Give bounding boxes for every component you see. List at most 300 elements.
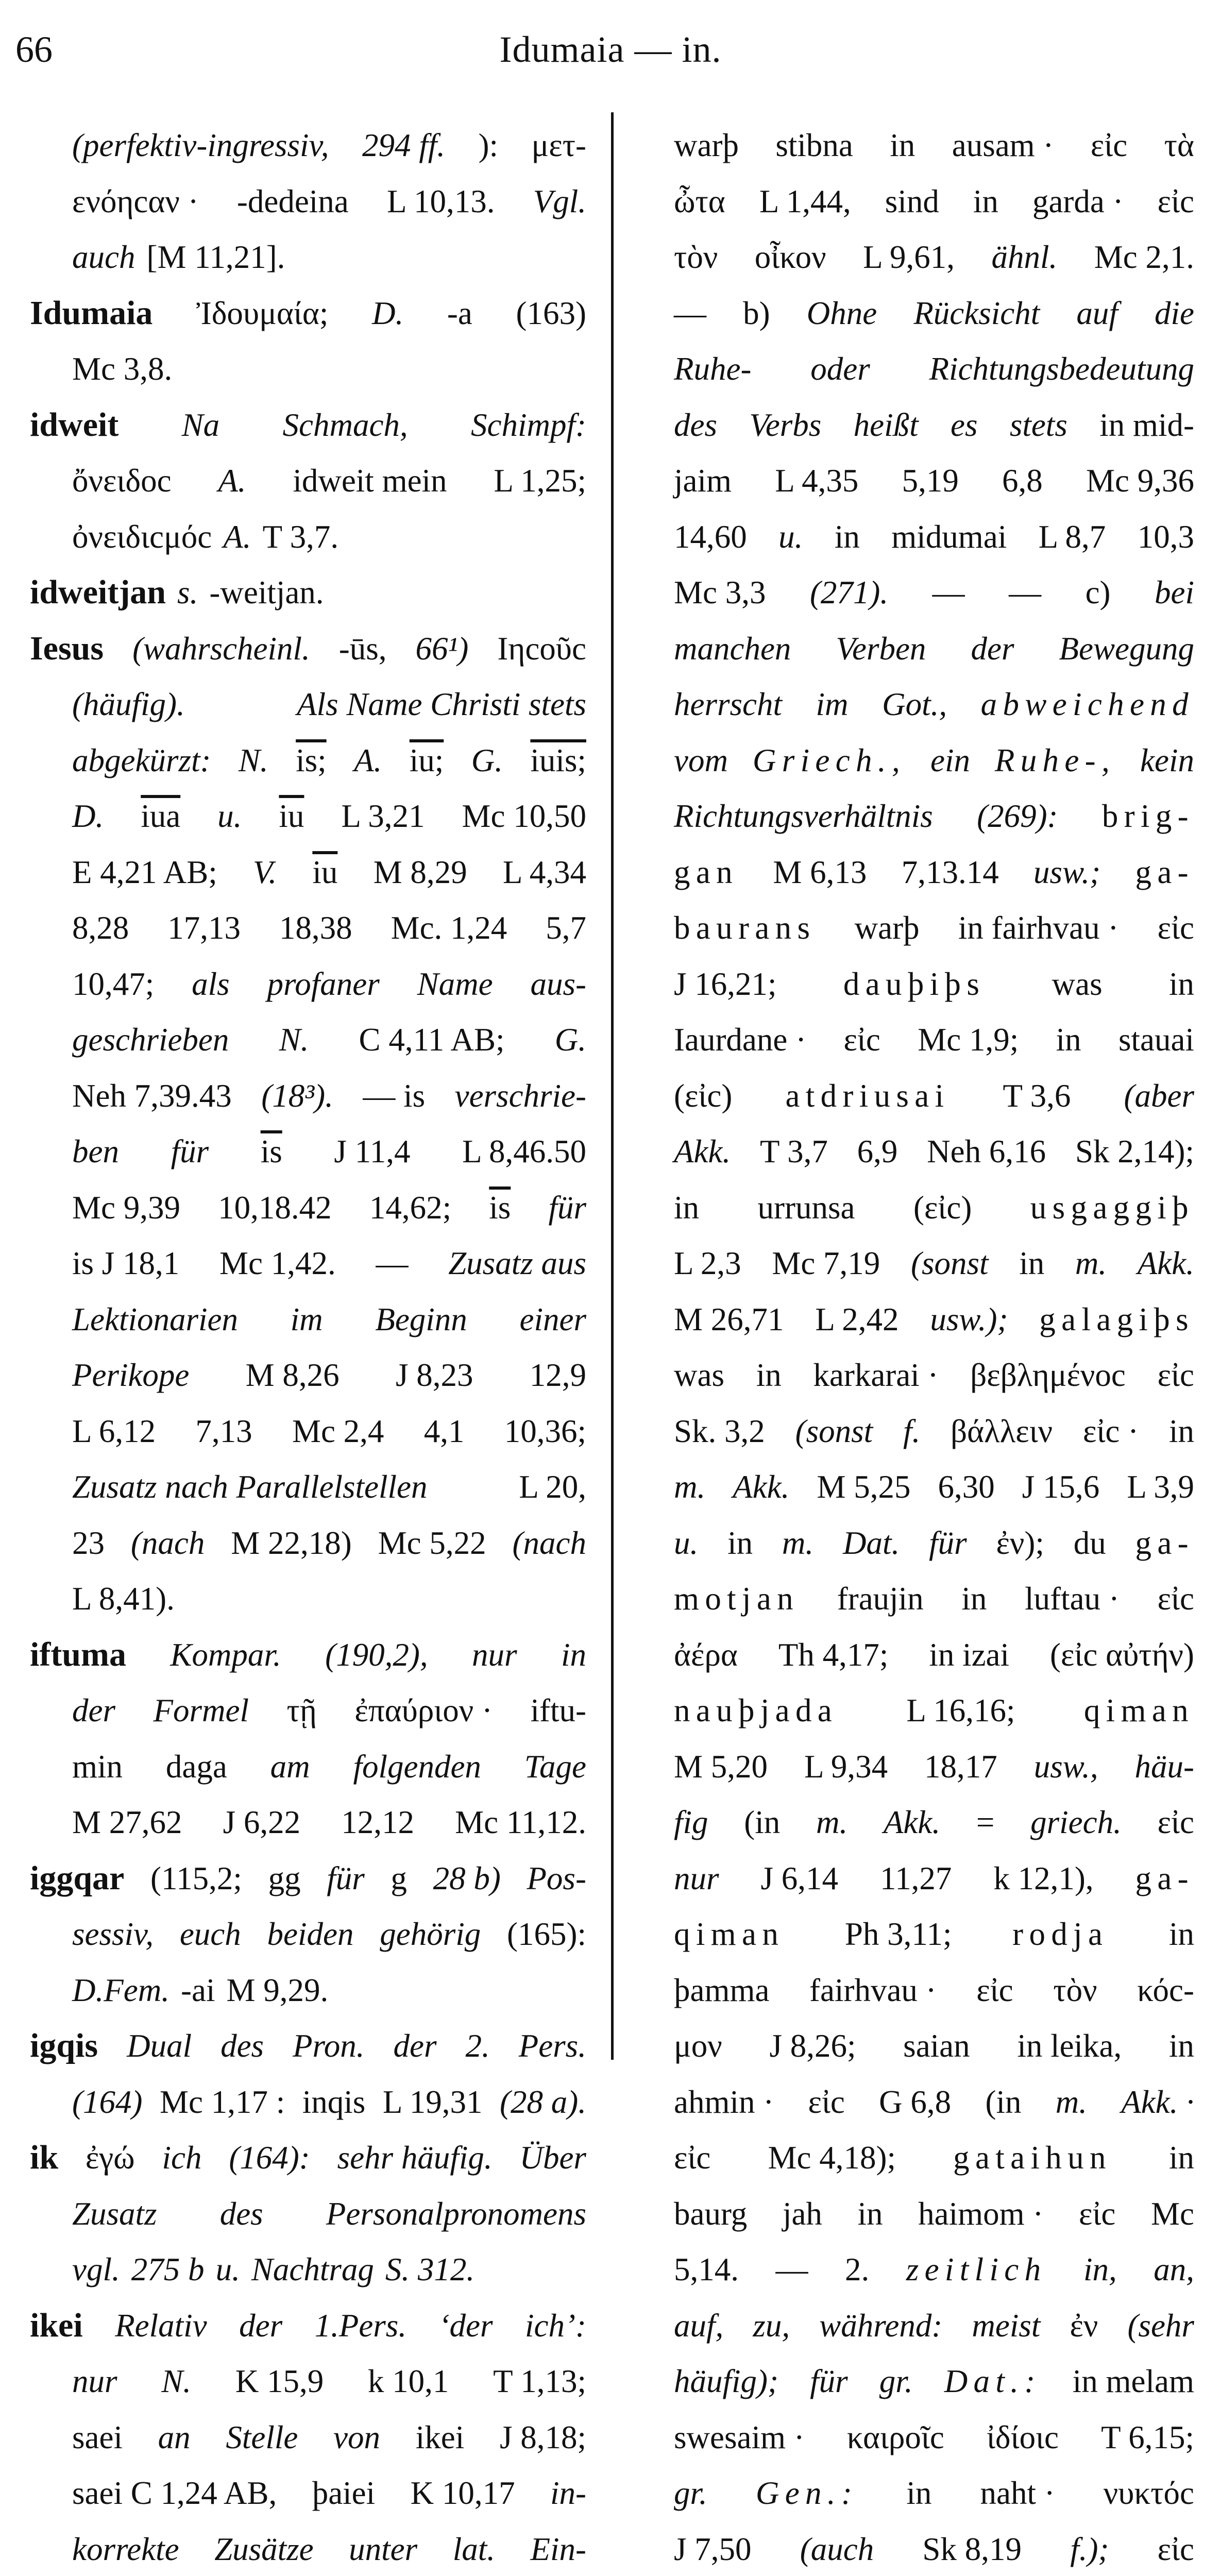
text-segment: verschrie-: [455, 1068, 586, 1124]
text-segment: Sk 8,19: [922, 2521, 1022, 2576]
text-line: [674, 2018, 1194, 2074]
text-segment: garda ·: [1032, 174, 1124, 230]
text-line: [674, 1794, 1194, 1851]
text-segment: saei: [72, 2410, 123, 2466]
text-segment: J 6,22: [223, 1794, 301, 1851]
text-segment: für: [171, 1124, 209, 1180]
text-line: [30, 1794, 586, 1851]
text-segment: T 6,15;: [1101, 2410, 1194, 2466]
text-segment: Stelle: [226, 2410, 298, 2466]
text-segment: A.: [223, 509, 251, 565]
text-segment: nur: [72, 2353, 117, 2410]
text-segment: die: [1155, 285, 1194, 342]
text-segment: εἰc ·: [1083, 1403, 1139, 1460]
text-segment: Ein-: [530, 2521, 586, 2576]
text-segment: in: [561, 1627, 586, 1683]
text-line: [674, 1403, 1194, 1460]
headword: ik: [30, 2130, 58, 2186]
text-segment: c): [1086, 565, 1111, 621]
text-segment: 23: [72, 1515, 105, 1571]
text-segment: Mc 2,4: [292, 1403, 384, 1460]
text-segment: haimom ·: [918, 2186, 1043, 2242]
headword: iggqar: [30, 1851, 124, 1907]
headword: iftuma: [30, 1627, 126, 1683]
text-segment: in melam: [1073, 2353, 1194, 2410]
text-segment: manchen: [674, 621, 791, 677]
text-segment: Tage: [524, 1739, 586, 1795]
text-segment: Bewegung: [1059, 621, 1194, 677]
text-segment: saian: [903, 2018, 970, 2074]
text-segment: an,: [1154, 2242, 1194, 2298]
text-segment: Vgl.: [533, 174, 586, 230]
text-segment: N.: [279, 1012, 309, 1068]
text-segment: in: [890, 117, 915, 174]
text-segment: stibna: [775, 117, 853, 174]
text-segment: bei: [1155, 565, 1194, 621]
text-segment: Dual: [127, 2018, 192, 2074]
text-line: [674, 565, 1194, 621]
text-segment: Pron.: [293, 2018, 364, 2074]
text-segment: midumai: [891, 509, 1007, 565]
text-segment: des: [674, 397, 717, 453]
text-segment: lat.: [453, 2521, 495, 2576]
text-line: [674, 1851, 1194, 1907]
text-segment: (18³).: [261, 1068, 333, 1124]
text-line: [674, 1068, 1194, 1124]
text-segment: Lektionarien: [72, 1292, 238, 1348]
text-segment: 18,17: [924, 1739, 997, 1795]
text-segment: Iaurdane ·: [674, 1012, 806, 1068]
text-segment: Zusatz: [72, 2186, 157, 2242]
text-segment: nauþjada: [674, 1683, 838, 1739]
text-segment: $\overline{is}$: [489, 1180, 511, 1236]
text-line: [30, 2465, 586, 2521]
text-segment: zu,: [753, 2298, 790, 2354]
text-segment: in: [1019, 1235, 1044, 1292]
text-segment: häu-: [1135, 1739, 1194, 1795]
text-segment: is;: [296, 733, 327, 789]
text-segment: in izai: [929, 1627, 1009, 1683]
text-segment: sind: [885, 174, 939, 230]
text-segment: 14,60: [674, 509, 747, 565]
text-segment: 18,38: [279, 900, 352, 956]
text-segment: ikei: [416, 2410, 464, 2466]
text-segment: M 9,29.: [227, 1962, 329, 2019]
text-segment: Perikope: [72, 1347, 189, 1403]
text-segment: in: [756, 1347, 782, 1403]
text-segment: J 6,14: [760, 1851, 838, 1907]
text-line: [30, 2074, 586, 2130]
text-segment: in: [1169, 2018, 1194, 2074]
text-segment: gan: [674, 844, 738, 901]
text-line: [674, 229, 1194, 285]
text-line: [674, 1459, 1194, 1515]
dictionary-entry-line: [30, 1627, 586, 1683]
text-segment: 7,13.14: [902, 844, 999, 901]
text-segment: βεβλημένοc: [970, 1347, 1126, 1403]
text-segment: in-: [550, 2465, 586, 2521]
text-segment: T 1,13;: [493, 2353, 586, 2410]
running-title: Idumaia — in.: [0, 28, 1221, 71]
text-segment: (269):: [977, 788, 1058, 844]
text-segment: (aber: [1124, 1068, 1194, 1124]
text-segment: sehr häufig.: [337, 2130, 493, 2186]
text-segment: Schimpf:: [471, 397, 586, 453]
text-segment: auch: [72, 229, 135, 285]
text-segment: Akk. ·: [1121, 2074, 1194, 2130]
text-segment: Mc 10,50: [462, 788, 586, 844]
text-segment: fairhvau ·: [809, 1962, 937, 2019]
text-segment: Pers.: [519, 2018, 586, 2074]
text-segment: νυκτόc: [1104, 2465, 1194, 2521]
text-segment: (auch: [800, 2521, 874, 2576]
text-segment: idweit mein: [293, 453, 447, 509]
text-line: [30, 1515, 586, 1571]
text-segment: fraujin: [837, 1571, 924, 1627]
text-segment: des: [221, 2018, 264, 2074]
text-line: [30, 2353, 586, 2410]
text-segment: als: [192, 956, 230, 1012]
text-segment: 12,9: [530, 1347, 586, 1403]
text-segment: ich: [162, 2130, 202, 2186]
text-segment: L 2,42: [815, 1292, 898, 1348]
text-segment: iuis;: [530, 733, 586, 789]
text-segment: Ἰδουμαία;: [196, 285, 328, 342]
text-segment: —: [776, 2242, 808, 2298]
text-segment: k 10,1: [368, 2353, 449, 2410]
text-segment: J 8,26;: [769, 2018, 856, 2074]
text-segment: folgenden: [353, 1739, 481, 1795]
text-segment: 5,14.: [674, 2242, 739, 2298]
text-segment: heißt: [854, 397, 919, 453]
text-line: [30, 1459, 586, 1515]
text-line: [674, 1012, 1194, 1068]
text-line: [674, 2410, 1194, 2466]
text-segment: u.: [674, 1515, 698, 1571]
text-segment: ähnl.: [991, 229, 1057, 285]
text-segment: (164):: [229, 2130, 310, 2186]
text-line: [30, 1571, 586, 1627]
text-segment: m.: [1056, 2074, 1087, 2130]
text-segment: Über: [519, 2130, 586, 2186]
text-line: [674, 1906, 1194, 1962]
text-line: [674, 2353, 1194, 2410]
text-segment: Mc 3,8.: [72, 341, 172, 397]
text-segment: L 3,21: [341, 788, 425, 844]
text-segment: naht ·: [980, 2465, 1055, 2521]
text-line: [674, 1739, 1194, 1795]
headword: ikei: [30, 2298, 83, 2354]
text-segment: nur: [674, 1851, 719, 1907]
text-segment: εἰc: [1158, 174, 1194, 230]
text-segment: häufig);: [674, 2353, 778, 2410]
text-segment: Beginn: [375, 1292, 467, 1348]
text-line: [30, 1403, 586, 1460]
text-line: [674, 285, 1194, 342]
text-segment: während:: [819, 2298, 942, 2354]
text-segment: 5,7: [546, 900, 586, 956]
text-segment: ὀνειδιcμόc: [72, 509, 212, 565]
text-segment: in: [1169, 1403, 1194, 1460]
text-segment: εἰc: [1158, 2521, 1194, 2576]
text-segment: in: [906, 2465, 931, 2521]
text-segment: (271).: [810, 565, 888, 621]
text-segment: ga-: [1135, 1851, 1194, 1907]
text-segment: Sk. 3,2: [674, 1403, 765, 1460]
text-segment: m.: [816, 1794, 847, 1851]
text-segment: der: [72, 1683, 115, 1739]
text-segment: τὸν: [1053, 1962, 1097, 2019]
text-segment: Na: [182, 397, 220, 453]
text-segment: -ai: [181, 1962, 215, 2019]
text-segment: (häufig).: [72, 676, 185, 733]
text-segment: M 6,13: [773, 844, 867, 901]
text-line: [674, 1627, 1194, 1683]
text-segment: ὄνειδοc: [72, 453, 172, 509]
text-segment: auf,: [674, 2298, 723, 2354]
text-segment: μον: [674, 2018, 722, 2074]
text-segment: iftu-: [530, 1683, 586, 1739]
text-segment: baurans: [674, 900, 816, 956]
text-line: [674, 2186, 1194, 2242]
text-segment: Neh 7,39.43: [72, 1068, 232, 1124]
text-segment: ἐπαύριον ·: [354, 1683, 493, 1739]
text-segment: ὦτα: [674, 174, 725, 230]
text-segment: ga-: [1135, 1515, 1194, 1571]
text-segment: profaner: [267, 956, 380, 1012]
text-segment: in: [1056, 1012, 1081, 1068]
text-segment: L 20,: [519, 1459, 586, 1515]
page-number: 66: [15, 28, 53, 71]
text-segment: 10,36;: [504, 1403, 586, 1460]
text-segment: iu;: [410, 733, 444, 789]
text-segment: zeitlich: [906, 2242, 1047, 2298]
text-segment: in: [1169, 2130, 1194, 2186]
text-segment: ἐν: [1070, 2298, 1098, 2354]
text-segment: L 1,25;: [494, 453, 586, 509]
text-segment: in fairhvau ·: [958, 900, 1118, 956]
text-line: [30, 1124, 586, 1180]
text-line: [674, 844, 1194, 901]
text-segment: L 8,7: [1039, 509, 1106, 565]
text-segment: Verben: [836, 621, 926, 677]
text-segment: T 3,6: [1003, 1068, 1071, 1124]
text-segment: Mc 1,42.: [219, 1235, 336, 1292]
text-line: [674, 2130, 1194, 2186]
text-segment: Akk.: [674, 1124, 731, 1180]
text-line: [30, 1068, 586, 1124]
text-line: [30, 844, 586, 901]
text-segment: warþ: [674, 117, 739, 174]
text-segment: (in: [744, 1794, 780, 1851]
text-line: [674, 1962, 1194, 2019]
text-segment: der: [393, 2018, 436, 2074]
text-segment: swesaim ·: [674, 2410, 805, 2466]
text-segment: 66¹): [416, 621, 469, 677]
text-segment: griech.: [1030, 1794, 1122, 1851]
text-line: [30, 1012, 586, 1068]
text-segment: N.: [161, 2353, 191, 2410]
text-segment: ενόηcαν ·: [72, 174, 199, 230]
text-segment: (sonst: [911, 1235, 989, 1292]
text-segment: gr.: [674, 2465, 707, 2521]
text-segment: Gen.:: [756, 2465, 858, 2521]
text-segment: Dat.:: [944, 2353, 1041, 2410]
text-segment: L 19,31: [383, 2074, 483, 2130]
text-line: [674, 1124, 1194, 1180]
text-line: [30, 453, 586, 509]
text-segment: J 8,18;: [500, 2410, 586, 2466]
text-segment: L 8,41).: [72, 1571, 175, 1627]
text-segment: in: [1169, 956, 1194, 1012]
text-line: [674, 1683, 1194, 1739]
text-line: [30, 229, 586, 285]
text-line: [674, 397, 1194, 453]
text-segment: 14,62;: [369, 1180, 451, 1236]
text-segment: 275 b: [131, 2242, 205, 2298]
text-segment: Mc 5,22: [378, 1515, 486, 1571]
text-segment: τὸν: [674, 229, 718, 285]
text-segment: inqis: [302, 2074, 366, 2130]
text-segment: μετ-: [531, 117, 586, 174]
text-segment: Akk.: [733, 1459, 789, 1515]
text-segment: G.: [555, 1012, 586, 1068]
text-segment: (εἰc αὐτήν): [1050, 1627, 1194, 1683]
text-segment: Sk 2,14);: [1075, 1124, 1194, 1180]
text-segment: jah: [783, 2186, 822, 2242]
text-segment: Mc 3,3: [674, 565, 766, 621]
text-segment: ‘der: [439, 2298, 493, 2354]
text-segment: Mc 9,36: [1086, 453, 1194, 509]
text-segment: M 27,62: [72, 1794, 182, 1851]
text-segment: 294 ff.: [362, 117, 445, 174]
text-segment: L 9,61,: [863, 229, 955, 285]
text-line: [674, 621, 1194, 677]
text-segment: usw.,: [1034, 1739, 1098, 1795]
text-segment: οἶκον: [755, 229, 826, 285]
text-segment: Mc 11,12.: [455, 1794, 586, 1851]
text-segment: ich’:: [525, 2298, 586, 2354]
text-segment: 6,30: [938, 1459, 995, 1515]
text-line: [30, 1347, 586, 1403]
text-segment: L 6,12: [72, 1403, 156, 1460]
page-header: [0, 28, 1221, 80]
text-line: [30, 2521, 586, 2576]
text-segment: min: [72, 1739, 123, 1795]
text-segment: (εἰc): [674, 1068, 732, 1124]
text-segment: gehörig: [380, 1906, 481, 1962]
text-segment: -dedeina: [237, 174, 349, 230]
text-segment: —: [1009, 565, 1041, 621]
text-segment: Rücksicht: [913, 285, 1040, 342]
text-segment: ):: [479, 117, 498, 174]
text-segment: 11,27: [880, 1851, 952, 1907]
text-segment: Dat.: [843, 1515, 900, 1571]
text-segment: 8,28: [72, 900, 129, 956]
text-line: [30, 2242, 586, 2298]
text-line: [674, 788, 1194, 844]
text-segment: kein: [1140, 733, 1194, 789]
text-segment: Richtungsbedeutung: [929, 341, 1194, 397]
text-line: [674, 2298, 1194, 2354]
text-segment: für: [929, 1515, 967, 1571]
text-segment: ἰδίοιc: [987, 2410, 1059, 2466]
text-segment: εἰc: [1158, 1347, 1194, 1403]
text-segment: Name: [417, 956, 493, 1012]
headword: idweit: [30, 397, 118, 453]
text-segment: ahmin ·: [674, 2074, 774, 2130]
text-segment: s.: [177, 565, 198, 621]
text-segment: 10,47;: [72, 956, 154, 1012]
text-segment: (163): [516, 285, 586, 342]
text-segment: urrunsa: [758, 1180, 855, 1236]
text-segment: am: [270, 1739, 310, 1795]
text-segment: Ιηcοῦc: [497, 621, 586, 677]
text-line: [674, 453, 1194, 509]
text-segment: Neh 6,16: [927, 1124, 1046, 1180]
text-segment: brig-: [1102, 788, 1194, 844]
text-line: [674, 1571, 1194, 1627]
text-line: [30, 676, 586, 733]
text-segment: (115,2;: [150, 1851, 242, 1907]
text-segment: des: [220, 2186, 263, 2242]
text-line: [674, 733, 1194, 789]
text-segment: 4,1: [424, 1403, 465, 1460]
text-segment: u.: [217, 788, 242, 844]
text-segment: L 10,13.: [387, 174, 495, 230]
text-segment: D.Fem.: [72, 1962, 169, 2019]
text-segment: Mc 1,9;: [918, 1012, 1019, 1068]
text-segment: 6,8: [1002, 453, 1043, 509]
text-segment: J 15,6: [1022, 1459, 1100, 1515]
text-segment: rodja: [1012, 1906, 1108, 1962]
text-segment: karkarai ·: [813, 1347, 938, 1403]
text-segment: L 4,35: [775, 453, 858, 509]
text-segment: f.: [903, 1403, 920, 1460]
text-segment: (perfektiv-ingressiv,: [72, 117, 329, 174]
left-column: [30, 117, 586, 2576]
text-segment: f.);: [1070, 2521, 1109, 2576]
text-segment: τῇ: [287, 1683, 317, 1739]
text-line: [674, 900, 1194, 956]
headword: idweitjan: [30, 565, 166, 621]
text-segment: Ohne: [807, 285, 877, 342]
text-segment: þaiei: [312, 2465, 375, 2521]
text-segment: Ruhe-,: [995, 733, 1115, 789]
text-segment: $\overline{iua}$: [141, 788, 180, 844]
right-column: [674, 117, 1194, 2576]
text-segment: Zusatz nach Parallelstellen: [72, 1459, 427, 1515]
text-line: [674, 2521, 1194, 2576]
text-line: [674, 1235, 1194, 1292]
text-line: [30, 1683, 586, 1739]
text-segment: T 3,7.: [263, 509, 339, 565]
text-segment: oder: [810, 341, 870, 397]
text-segment: b): [743, 285, 770, 342]
text-segment: gg: [268, 1851, 301, 1907]
text-segment: J 8,23: [396, 1347, 473, 1403]
dictionary-entry-line: [30, 397, 586, 453]
text-line: [674, 1347, 1194, 1403]
text-segment: (nach: [131, 1515, 205, 1571]
text-segment: L 16,16;: [906, 1683, 1015, 1739]
text-segment: 10,18.42: [218, 1180, 332, 1236]
text-segment: m.: [782, 1515, 813, 1571]
text-segment: aus-: [530, 956, 586, 1012]
text-segment: εἰc: [1079, 2186, 1115, 2242]
text-segment: qiman: [674, 1906, 784, 1962]
text-segment: in: [674, 1180, 699, 1236]
